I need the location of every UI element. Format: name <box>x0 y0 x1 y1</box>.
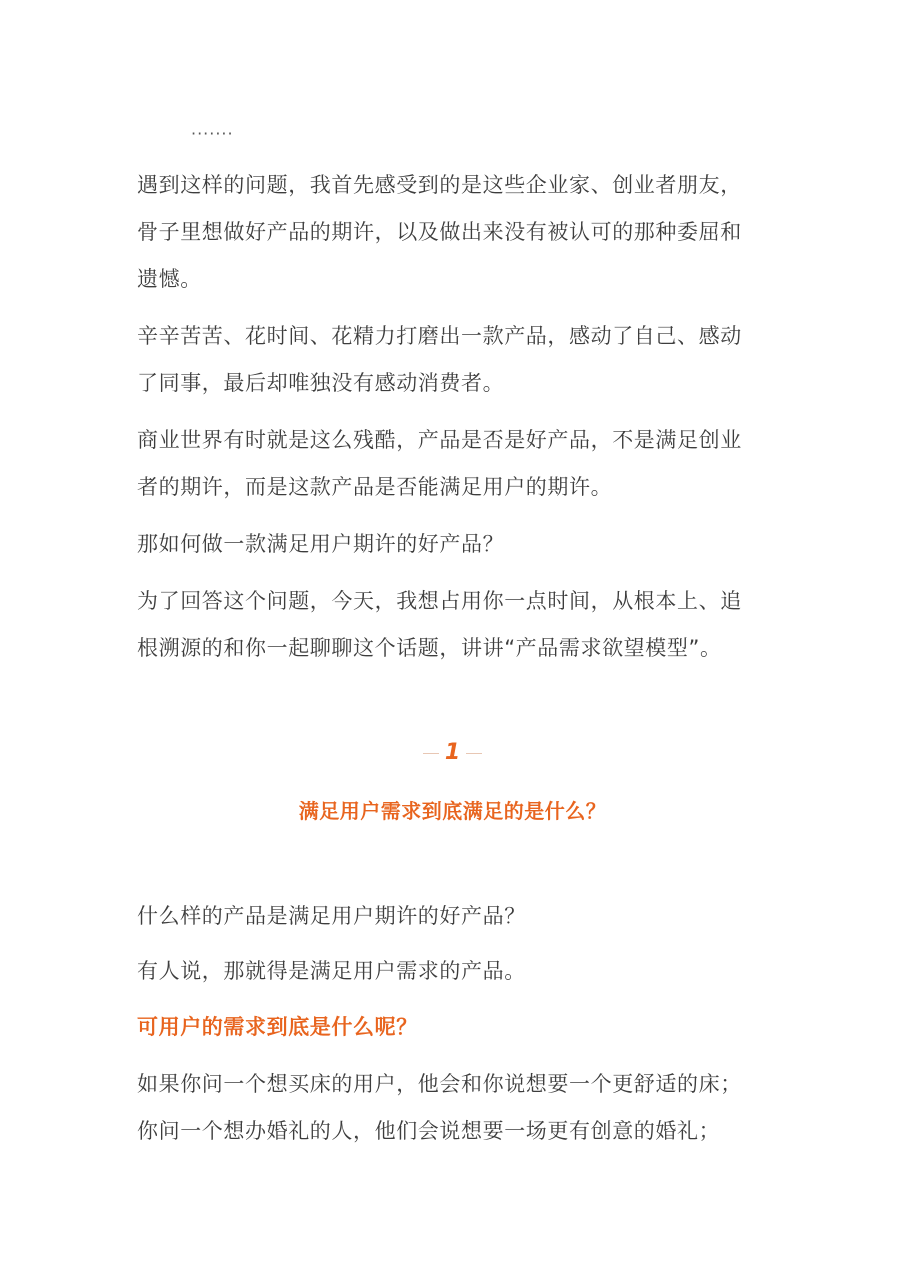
highlight-question <box>137 1004 777 1051</box>
paragraph-line: 辛辛苦苦、花时间、花精力打磨出一款产品，感动了自己、感动 <box>137 324 742 348</box>
paragraph-1 <box>137 162 777 303</box>
section-number-text: 1 <box>444 740 461 765</box>
paragraph-4 <box>137 521 777 568</box>
paragraph-line: 什么样的产品是满足用户期许的好产品？ <box>137 904 526 928</box>
paragraph-5 <box>137 578 777 672</box>
paragraph-line: 遇到这样的问题，我首先感受到的是这些企业家、创业者朋友， <box>137 173 742 197</box>
paragraph-line: 骨子里想做好产品的期许，以及做出来没有被认可的那种委屈和 <box>137 220 742 244</box>
section-title: 满足用户需求到底满足的是什么？ <box>298 799 607 823</box>
paragraph-line: 有人说，那就得是满足用户需求的产品。 <box>137 959 526 983</box>
paragraph-line: 如果你问一个想买床的用户，他会和你说想要一个更舒适的床； <box>137 1072 742 1096</box>
paragraph-6 <box>137 893 777 940</box>
paragraph-line: 那如何做一款满足用户期许的好产品？ <box>137 532 505 556</box>
paragraph-2 <box>137 313 777 407</box>
paragraph-line: 根溯源的和你一起聊聊这个话题，讲讲“产品需求欲望模型”。 <box>137 636 722 660</box>
paragraph-line: 遗憾。 <box>137 267 202 291</box>
section-rule-left <box>423 753 439 754</box>
highlight-line: 可用户的需求到底是什么呢？ <box>137 1015 418 1039</box>
section-rule-right <box>466 753 482 754</box>
paragraph-line: 商业世界有时就是这么残酷，产品是否是好产品，不是满足创业 <box>137 428 742 452</box>
paragraph-7 <box>137 948 777 995</box>
paragraph-8 <box>137 1061 777 1155</box>
paragraph-line: 为了回答这个问题，今天，我想占用你一点时间，从根本上、追 <box>137 589 742 613</box>
section-number <box>0 740 905 765</box>
paragraph-line: 了同事，最后却唯独没有感动消费者。 <box>137 371 505 395</box>
paragraph-3 <box>137 417 777 511</box>
paragraph-line: 你问一个想办婚礼的人，他们会说想要一场更有创意的婚礼； <box>137 1119 721 1143</box>
paragraph-line: 者的期许，而是这款产品是否能满足用户的期许。 <box>137 475 613 499</box>
intro-ellipsis: ······· <box>191 124 234 143</box>
